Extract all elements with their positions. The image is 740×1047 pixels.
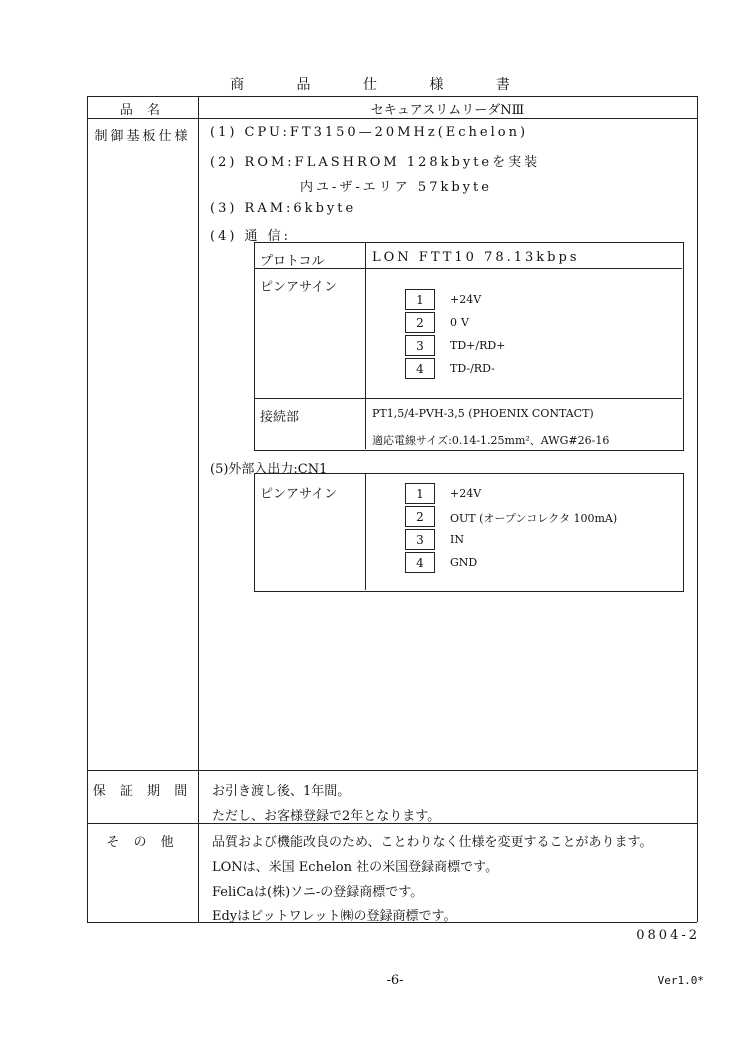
other-line-3: FeliCaは(株)ソニ-の登録商標です。 bbox=[212, 885, 424, 900]
warranty-line-1: お引き渡し後、1年間。 bbox=[212, 784, 351, 799]
comm-table-divider bbox=[365, 242, 366, 449]
document-title: 商 品 仕 様 書 bbox=[230, 77, 534, 93]
spec-external-io: (5)外部入出力:CN1 bbox=[210, 462, 328, 477]
io-pin-signal: IN bbox=[450, 533, 464, 546]
comm-table-row2 bbox=[254, 398, 682, 399]
comm-pin-label: ピンアサイン bbox=[260, 280, 338, 295]
comm-pin-signal: 0V bbox=[450, 316, 473, 329]
comm-connector-label: 接続部 bbox=[260, 410, 300, 425]
spec-comm: (4) 通 信: bbox=[210, 229, 292, 244]
io-pin-signal: OUT (オープンコレクタ 100mA) bbox=[450, 512, 618, 525]
warranty-label: 保 証 期 間 bbox=[92, 784, 193, 799]
io-pin-label: ピンアサイン bbox=[260, 487, 338, 502]
spec-cpu: (1) CPU:FT3150—20MHz(Echelon) bbox=[210, 125, 529, 140]
io-table-divider bbox=[365, 473, 366, 590]
page-number: -6- bbox=[386, 973, 404, 988]
table-border-top bbox=[87, 96, 697, 97]
table-border-mid bbox=[198, 96, 199, 922]
io-pin-number: 1 bbox=[405, 483, 435, 504]
io-pin-number: 4 bbox=[405, 552, 435, 573]
document-number: 0804-2 bbox=[636, 928, 700, 943]
comm-pin-number: 2 bbox=[405, 312, 435, 333]
io-pin-number: 2 bbox=[405, 506, 435, 527]
io-pin-number: 3 bbox=[405, 529, 435, 550]
io-pin-signal: +24V bbox=[450, 487, 482, 500]
warranty-line-2: ただし、お客様登録で2年となります。 bbox=[212, 809, 441, 824]
comm-protocol-label: プロトコル bbox=[260, 254, 325, 269]
comm-pin-number: 3 bbox=[405, 335, 435, 356]
product-name-value: セキュアスリムリーダNⅢ bbox=[370, 103, 525, 118]
comm-wire-size: 適応電線サイズ:0.14-1.25mm²、AWG#26-16 bbox=[372, 434, 610, 447]
table-border-row1 bbox=[87, 118, 697, 119]
comm-pin-signal: +24V bbox=[450, 293, 482, 306]
comm-protocol-value: LON FTT10 78.13kbps bbox=[372, 250, 580, 265]
spec-rom-user: 内ユ-ザ-エリア 57kbyte bbox=[300, 180, 492, 195]
comm-pin-signal: TD-/RD- bbox=[450, 362, 495, 375]
spec-ram: (3) RAM:6kbyte bbox=[210, 201, 357, 216]
comm-pin-signal: TD+/RD+ bbox=[450, 339, 506, 352]
table-border-right bbox=[697, 96, 698, 922]
other-line-2: LONは、米国 Echelon 社の米国登録商標です。 bbox=[212, 860, 499, 875]
comm-pin-number: 1 bbox=[405, 289, 435, 310]
other-line-4: Edyはビットワレット㈱の登録商標です。 bbox=[212, 909, 457, 924]
comm-connector-value: PT1,5/4-PVH-3,5 (PHOENIX CONTACT) bbox=[372, 407, 594, 420]
spec-rom: (2) ROM:FLASHROM 128kbyteを実装 bbox=[210, 155, 541, 170]
table-border-row2 bbox=[87, 770, 697, 771]
board-spec-label: 制御基板仕様 bbox=[94, 129, 191, 144]
comm-pin-number: 4 bbox=[405, 358, 435, 379]
other-label: そ の 他 bbox=[106, 835, 179, 850]
product-name-label: 品 名 bbox=[119, 103, 166, 118]
version-label: Ver1.0* bbox=[657, 974, 704, 987]
other-line-1: 品質および機能改良のため、ことわりなく仕様を変更することがあります。 bbox=[212, 835, 653, 850]
io-pin-signal: GND bbox=[450, 556, 478, 569]
